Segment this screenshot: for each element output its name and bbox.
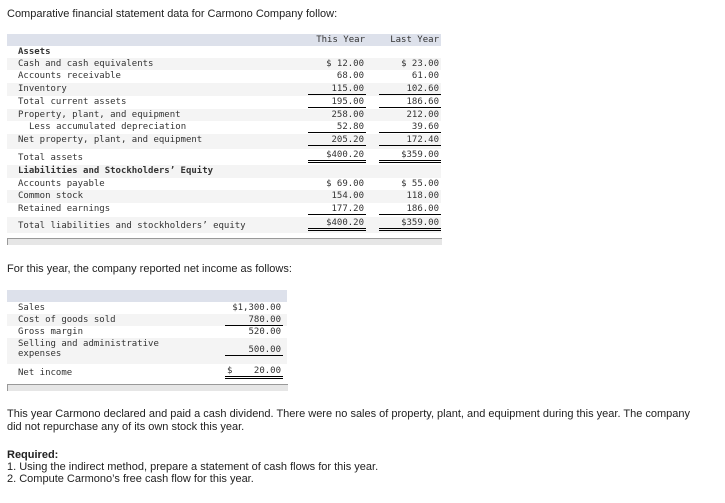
- last-year-value: $359.00: [379, 150, 441, 163]
- table-row: [7, 217, 441, 233]
- last-year-value: $359.00: [379, 218, 441, 231]
- amount-value: $ 20.00: [225, 366, 283, 379]
- row-label: Less accumulated depreciation: [29, 122, 187, 132]
- this-year-value: 115.00: [308, 84, 366, 95]
- table-row: [7, 178, 441, 190]
- amount-value: 520.00: [248, 327, 281, 337]
- table-row: [7, 83, 441, 96]
- row-label: Cost of goods sold: [18, 315, 116, 325]
- required-title: Required:: [7, 449, 59, 461]
- this-year-value: 68.00: [336, 71, 364, 81]
- this-year-value: 195.00: [308, 97, 366, 108]
- table-row: [7, 149, 441, 165]
- table-row: [7, 109, 441, 121]
- table-row: [7, 58, 441, 70]
- last-year-value: 172.40: [379, 135, 441, 146]
- this-year-value: $400.20: [308, 150, 366, 163]
- table-row: [7, 364, 287, 380]
- row-label: Total liabilities and stockholders’ equity: [18, 221, 246, 231]
- row-label: Inventory: [18, 84, 67, 94]
- table-row: [7, 326, 287, 338]
- table-row: [7, 314, 287, 326]
- row-label: Property, plant, and equipment: [18, 110, 181, 120]
- col-this-year: This Year: [316, 35, 365, 45]
- last-year-value: $ 55.00: [401, 179, 439, 189]
- row-label: Sales: [18, 303, 46, 313]
- this-year-value: 258.00: [331, 110, 364, 120]
- last-year-value: 186.00: [379, 204, 441, 215]
- row-label: Assets: [18, 47, 51, 57]
- table-row: [7, 190, 441, 203]
- this-year-value: $ 12.00: [326, 59, 364, 69]
- row-label: Common stock: [18, 191, 84, 201]
- income-intro-text: For this year, the company reported net income as follows:: [7, 263, 292, 275]
- this-year-value: 52.80: [308, 122, 366, 133]
- last-year-value: 212.00: [406, 110, 439, 120]
- table-row: [7, 70, 441, 83]
- last-year-value: $ 23.00: [401, 59, 439, 69]
- last-year-value: 39.60: [379, 122, 441, 133]
- amount-value: $1,300.00: [232, 303, 281, 313]
- amount-value: 500.00: [225, 345, 283, 356]
- table-row: [7, 338, 287, 364]
- row-label: Accounts receivable: [18, 71, 121, 81]
- this-year-value: 205.20: [308, 135, 366, 146]
- row-label: Accounts payable: [18, 179, 105, 189]
- last-year-value: 102.60: [379, 84, 441, 95]
- this-year-value: $ 69.00: [326, 179, 364, 189]
- row-label: Cash and cash equivalents: [18, 59, 154, 69]
- last-year-value: 61.00: [411, 71, 439, 81]
- row-label: Net property, plant, and equipment: [18, 135, 203, 145]
- table-row: [7, 96, 441, 109]
- amount-value: 780.00: [225, 315, 283, 326]
- table-row: [7, 134, 441, 149]
- table-header: [7, 290, 287, 302]
- row-label: Net income: [18, 368, 73, 378]
- table-row: [7, 46, 441, 58]
- required-item-1: 1. Using the indirect method, prepare a statement of cash flows for this year.: [7, 461, 379, 473]
- table-header: [7, 34, 441, 46]
- this-year-value: $400.20: [308, 218, 366, 231]
- row-label: Gross margin: [18, 327, 84, 337]
- row-label: Liabilities and Stockholders’ Equity: [18, 166, 214, 176]
- table-row: [7, 203, 441, 217]
- this-year-value: 154.00: [331, 191, 364, 201]
- table-footer-bar: [7, 384, 288, 391]
- required-item-2: 2. Compute Carmono’s free cash flow for this year.: [7, 473, 254, 485]
- table-row: [7, 121, 441, 134]
- dividend-text: This year Carmono declared and paid a cash dividend. There were no sales of property, plant, and equipment during this year. The company did not repurchase any of its own stock this year.: [7, 408, 691, 433]
- col-last-year: Last Year: [390, 35, 439, 45]
- last-year-value: 186.60: [379, 97, 441, 108]
- row-label: Retained earnings: [18, 204, 111, 214]
- this-year-value: 177.20: [308, 204, 366, 215]
- row-label: Selling and administrative expenses: [18, 339, 159, 359]
- table-footer-bar: [7, 238, 442, 245]
- table-row: [7, 302, 287, 314]
- row-label: Total assets: [18, 153, 84, 163]
- table-row: [7, 165, 441, 178]
- intro-text: Comparative financial statement data for Carmono Company follow:: [7, 8, 338, 20]
- row-label: Total current assets: [18, 97, 127, 107]
- last-year-value: 118.00: [406, 191, 439, 201]
